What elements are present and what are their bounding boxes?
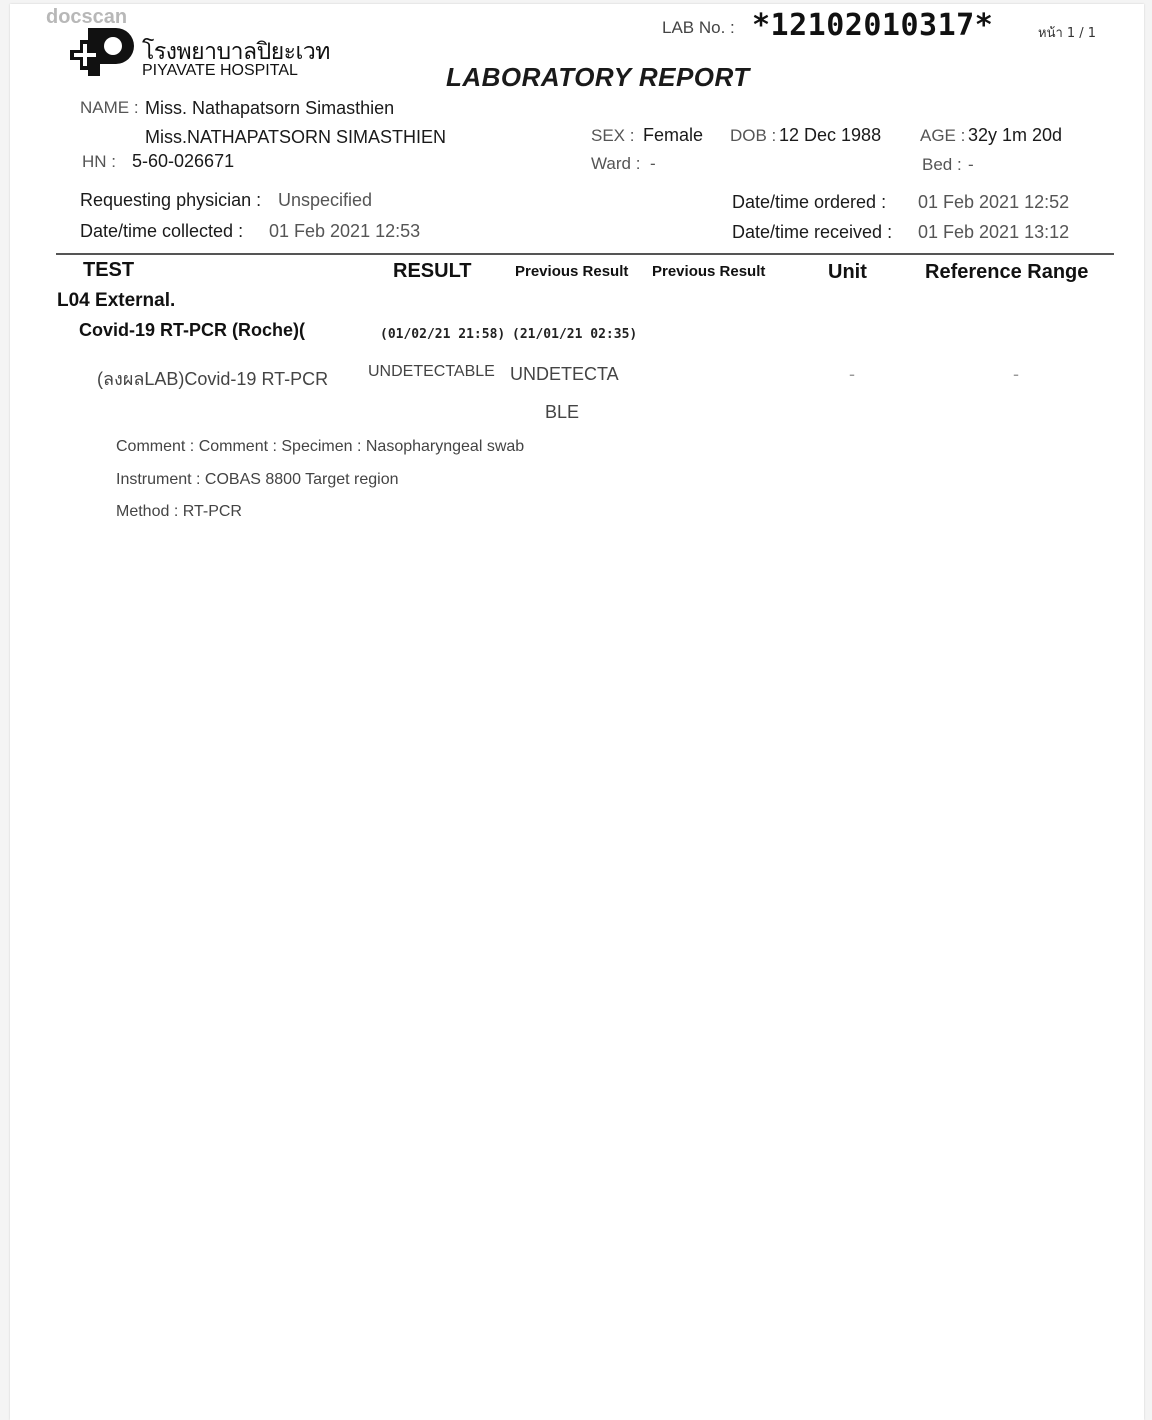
hospital-name-thai: โรงพยาบาลปิยะเวท [142, 39, 330, 65]
comment-line: Comment : Comment : Specimen : Nasopharyngeal swab [116, 438, 525, 455]
ordered-label: Date/time ordered : [732, 192, 887, 212]
name-label: NAME : [80, 98, 139, 117]
test-row-unit: - [849, 364, 855, 384]
age-label: AGE : [920, 126, 966, 145]
col-header-test: TEST [83, 259, 135, 281]
prev2-date: (21/01/21 02:35) [512, 327, 638, 342]
ward-value: - [650, 154, 656, 173]
bed-label: Bed : [922, 155, 962, 174]
test-row-result: UNDETECTABLE [368, 363, 495, 380]
collected-label: Date/time collected : [80, 221, 244, 241]
collected-value: 01 Feb 2021 12:53 [269, 221, 421, 241]
patient-name-upper: Miss.NATHAPATSORN SIMASTHIEN [145, 127, 447, 147]
col-header-unit: Unit [828, 261, 867, 283]
hn-value: 5-60-026671 [132, 151, 235, 171]
lab-no-value: *12102010317* [752, 8, 994, 43]
physician-value: Unspecified [278, 190, 373, 210]
patient-name: Miss. Nathapatsorn Simasthien [145, 98, 395, 118]
hn-label: HN : [82, 152, 116, 171]
method-line: Method : RT-PCR [116, 503, 242, 520]
page-number: หน้า 1 / 1 [1038, 26, 1097, 41]
test-row-prev-line2: BLE [545, 402, 580, 422]
test-row-range: - [1013, 364, 1019, 384]
instrument-line: Instrument : COBAS 8800 Target region [116, 471, 399, 488]
age-value: 32y 1m 20d [968, 125, 1063, 145]
report-page [10, 4, 1144, 1420]
test-row-name: (ลงผลLAB)Covid-19 RT-PCR [97, 369, 329, 389]
test-subgroup: Covid-19 RT-PCR (Roche)( [79, 320, 306, 340]
col-header-range: Reference Range [925, 261, 1089, 283]
sex-label: SEX : [591, 126, 635, 145]
header-divider [56, 253, 1114, 255]
col-header-prev1: Previous Result [515, 263, 629, 280]
bed-value: - [968, 155, 974, 174]
physician-label: Requesting physician : [80, 190, 262, 210]
report-title: LABORATORY REPORT [446, 62, 750, 92]
watermark: docscan [46, 6, 128, 28]
dob-label: DOB : [730, 126, 777, 145]
col-header-prev2: Previous Result [652, 263, 766, 280]
dob-value: 12 Dec 1988 [779, 125, 882, 145]
ordered-value: 01 Feb 2021 12:52 [918, 192, 1070, 212]
received-label: Date/time received : [732, 222, 893, 242]
test-row-prev-line1: UNDETECTA [510, 364, 619, 384]
hospital-logo [66, 22, 136, 80]
test-group: L04 External. [57, 290, 176, 311]
col-header-result: RESULT [393, 260, 472, 282]
ward-label: Ward : [591, 154, 641, 173]
hospital-name-en: PIYAVATE HOSPITAL [142, 62, 298, 79]
prev1-date: (01/02/21 21:58) [380, 327, 506, 342]
sex-value: Female [643, 125, 704, 145]
lab-no-label: LAB No. : [662, 18, 735, 37]
received-value: 01 Feb 2021 13:12 [918, 222, 1070, 242]
